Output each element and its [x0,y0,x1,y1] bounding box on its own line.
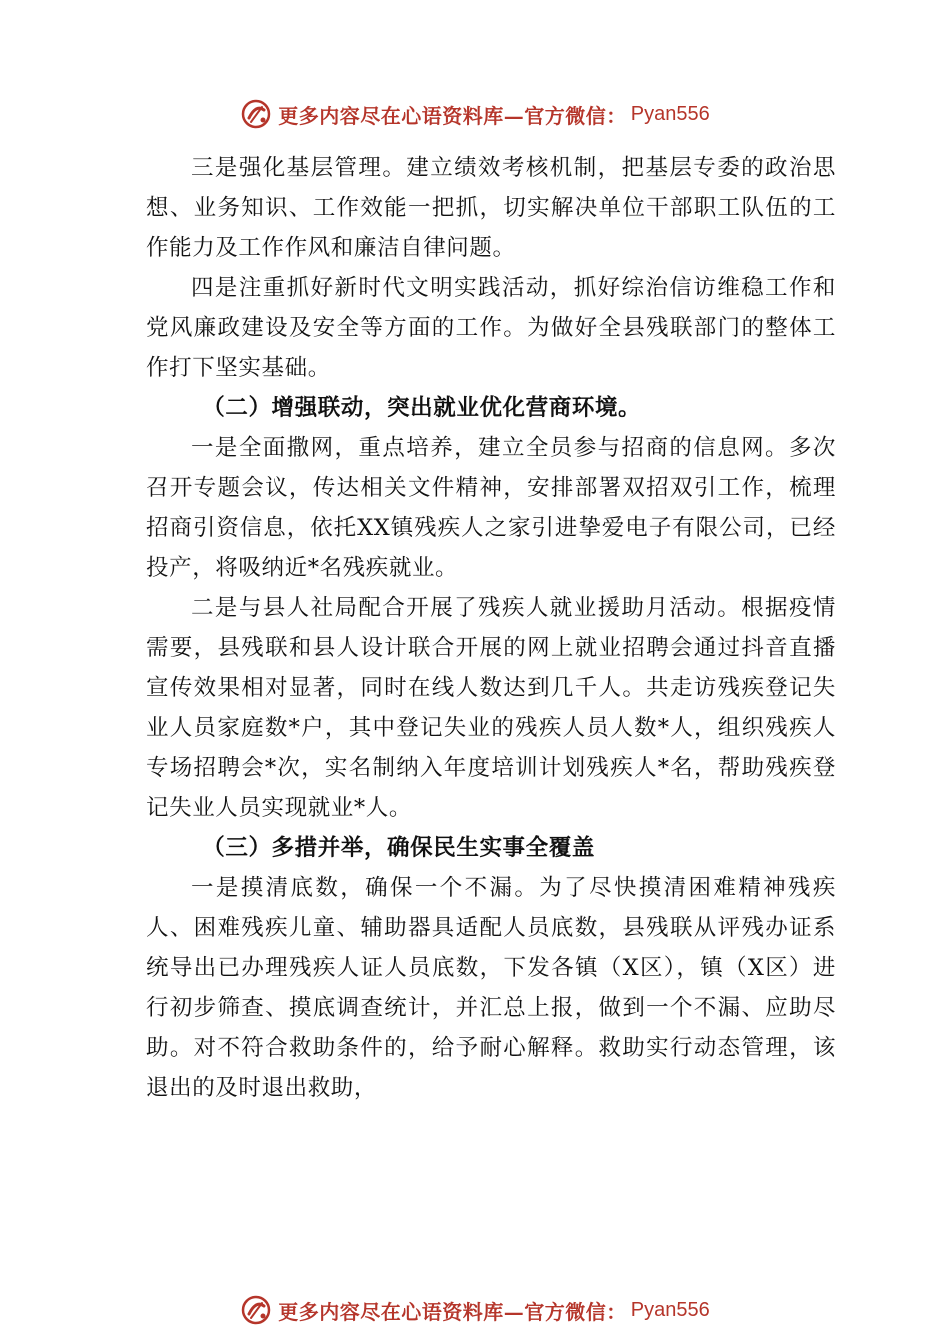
watermark-wechat-id: Pyan556 [630,102,710,125]
paragraph: 二是与县人社局配合开展了残疾人就业援助月活动。根据疫情需要，县残联和县人设计联合开展的网上就业招聘会通过抖音直播宣传效果相对显著，同时在线人数达到几千人。共走访残疾登记失业人员家庭数*户，其中登记失业的残疾人员人数*人，组织残疾人专场招聘会*次，实名制纳入年度培训计划残疾人*名，帮助残疾登记失业人员实现就业*人。 [146,595,836,821]
paragraph: 一是全面撒网，重点培养，建立全员参与招商的信息网。多次召开专题会议，传达相关文件精神，安排部署双招双引工作，梳理招商引资信息，依托XX镇残疾人之家引进挚爱电子有限公司，已经投产，将吸纳近*名残疾就业。 [146,435,836,581]
seal-logo-icon [240,1294,272,1326]
paragraph: 三是强化基层管理。建立绩效考核机制，把基层专委的政治思想、业务知识、工作效能一把抓，切实解决单位干部职工队伍的工作能力及工作作风和廉洁自律问题。 [146,155,836,261]
watermark-text: 更多内容尽在心语资料库—官方微信： [278,1299,627,1324]
paragraph: 四是注重抓好新时代文明实践活动，抓好综治信访维稳工作和党风廉政建设及安全等方面的工作。为做好全县残联部门的整体工作打下坚实基础。 [146,275,836,381]
seal-logo-icon [240,98,272,130]
section-heading: （二）增强联动，突出就业优化营商环境。 [202,395,642,421]
watermark-text: 更多内容尽在心语资料库—官方微信： [278,103,627,128]
footer-watermark [0,1290,950,1330]
watermark-wechat-id: Pyan556 [630,1298,710,1321]
section-heading: （三）多措并举，确保民生实事全覆盖 [202,835,595,861]
document-body [146,148,836,1108]
paragraph: 一是摸清底数，确保一个不漏。为了尽快摸清困难精神残疾人、困难残疾儿童、辅助器具适配人员底数，县残联从评残办证系统导出已办理残疾人证人员底数，下发各镇（X区），镇（X区）进行初步筛查、摸底调查统计，并汇总上报，做到一个不漏、应助尽助。对不符合救助条件的，给予耐心解释。救助实行动态管理，该退出的及时退出救助， [146,875,836,1101]
header-watermark [0,94,950,134]
